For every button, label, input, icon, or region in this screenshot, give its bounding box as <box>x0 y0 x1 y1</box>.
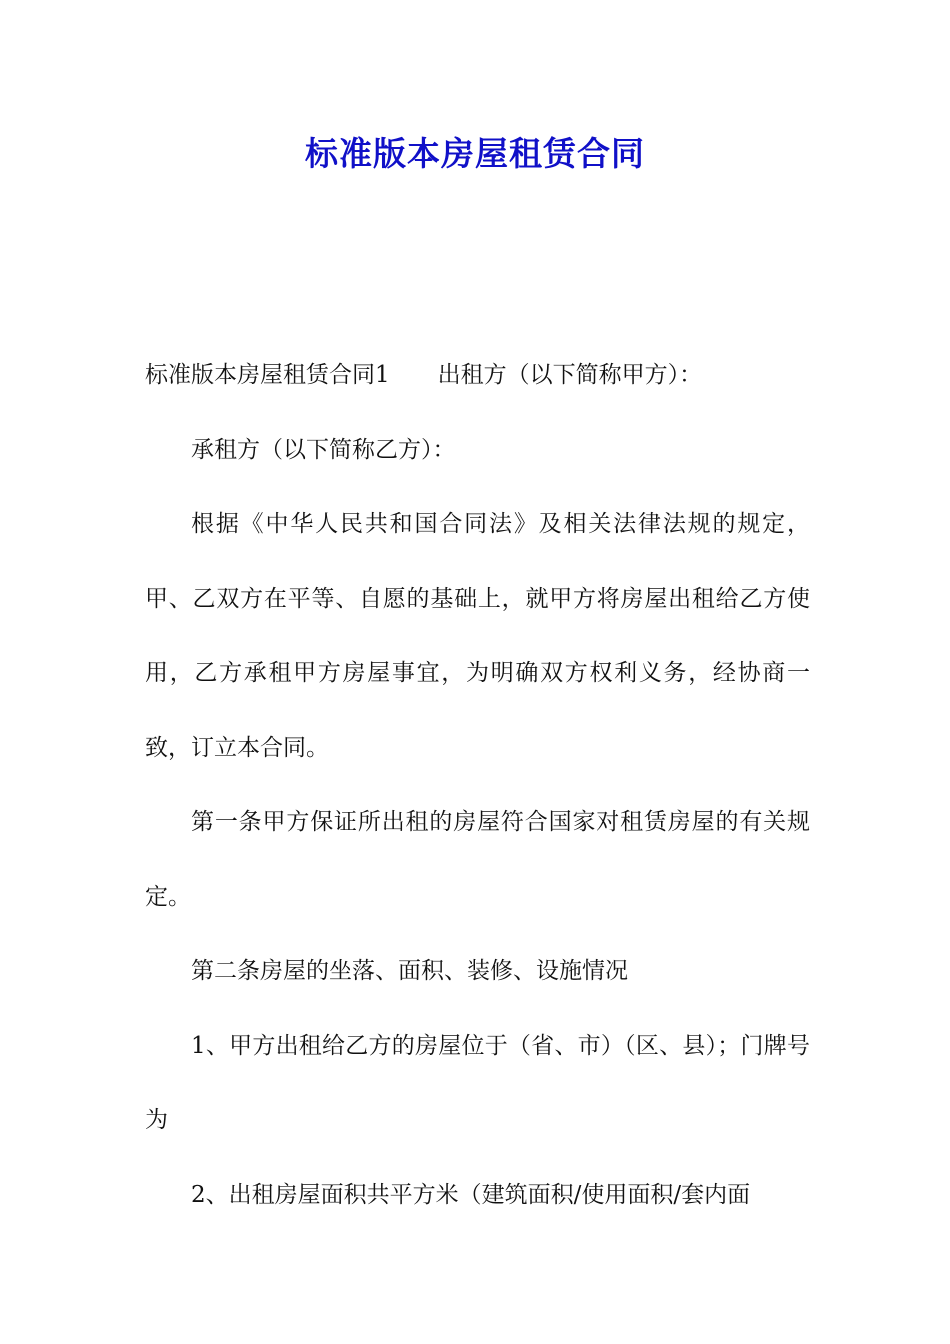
document-title: 标准版本房屋租赁合同 <box>305 134 645 173</box>
lessee-line: 承租方（以下简称乙方）： <box>191 436 456 463</box>
article-2-item-1: 1、甲方出租给乙方的房屋位于（省、市）（区、县）；门牌号为 <box>145 1032 810 1133</box>
article-2-item-2: 2、出租房屋面积共平方米（建筑面积/使用面积/套内面 <box>191 1181 751 1208</box>
contract-label: 标准版本房屋租赁合同1 <box>145 362 390 388</box>
lessor-line: 出租方（以下简称甲方）： <box>437 362 703 388</box>
opening-line <box>145 338 810 413</box>
preamble-paragraph: 根据《中华人民共和国合同法》及相关法律法规的规定，甲、乙双方在平等、自愿的基础上，就甲方将房屋出租给乙方使用，乙方承租甲方房屋事宜，为明确双方权利义务，经协商一致，订立本合同。 <box>145 511 810 761</box>
document-body <box>145 338 810 1232</box>
article-1-paragraph: 第一条甲方保证所出租的房屋符合国家对租赁房屋的有关规定。 <box>145 809 810 910</box>
article-2-heading: 第二条房屋的坐落、面积、装修、设施情况 <box>191 958 628 984</box>
